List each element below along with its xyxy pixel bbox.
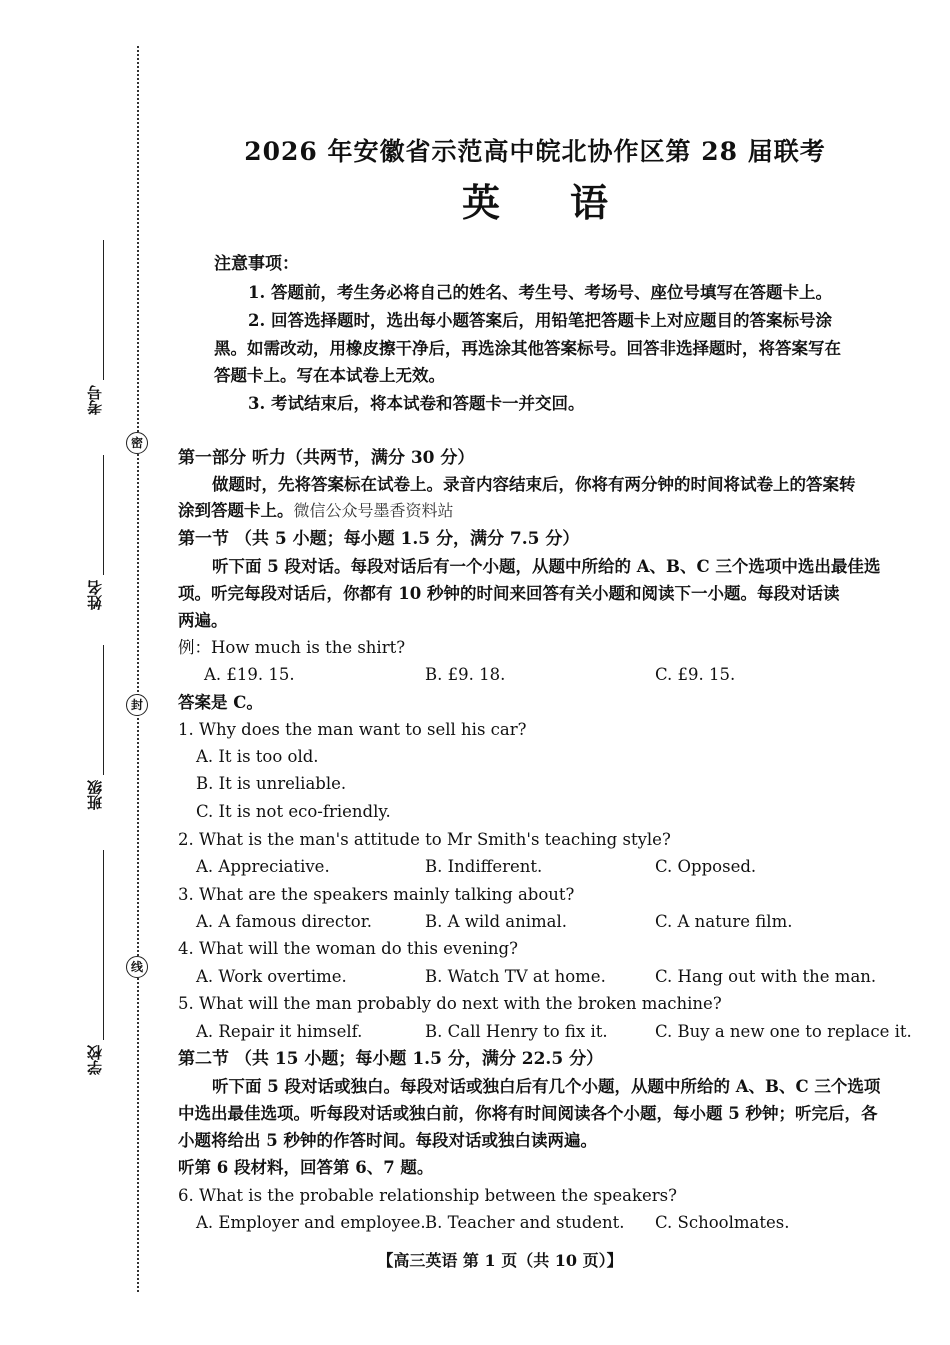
notes-item-3: 3. 考试结束后，将本试卷和答题卡一并交回。 <box>248 394 585 413</box>
question-4-option-b[interactable]: B. Watch TV at home. <box>425 967 606 986</box>
question-4-option-a[interactable]: A. Work overtime. <box>196 967 347 986</box>
seal-mi: 密 <box>126 432 148 454</box>
notes-heading: 注意事项： <box>214 254 299 274</box>
question-5: 5. What will the man probably do next with the broken machine? <box>178 994 722 1013</box>
question-6-option-a[interactable]: A. Employer and employee. <box>196 1213 426 1232</box>
question-6: 6. What is the probable relationship between the speakers? <box>178 1186 677 1205</box>
notes-item-1: 1. 答题前，考生务必将自己的姓名、考生号、考场号、座位号填写在答题卡上。 <box>248 283 832 302</box>
seal-feng: 封 <box>126 694 148 716</box>
question-2-option-a[interactable]: A. Appreciative. <box>196 857 330 876</box>
notes-item-2-line3: 答题卡上。写在本试卷上无效。 <box>214 366 445 385</box>
section1-intro-line1: 听下面 5 段对话。每段对话后有一个小题，从题中所给的 A、B、C 三个选项中选出最佳选 <box>212 557 881 576</box>
question-3-option-c[interactable]: C. A nature film. <box>655 912 793 931</box>
example-option-a: A. £19. 15. <box>204 665 295 684</box>
section2-heading: 第二节 （共 15 小题；每小题 1.5 分，满分 22.5 分） <box>178 1049 604 1069</box>
watermark-text: 微信公众号墨香资料站 <box>293 501 454 520</box>
question-4-option-c[interactable]: C. Hang out with the man. <box>655 967 877 986</box>
exam-number-label: 考号 <box>86 385 104 415</box>
exam-title: 2026 年安徽省示范高中皖北协作区第 28 届联考 <box>244 137 826 166</box>
question-3-option-b[interactable]: B. A wild animal. <box>425 912 568 931</box>
section1-intro-line3: 两遍。 <box>178 611 228 630</box>
question-6-option-b[interactable]: B. Teacher and student. <box>425 1213 625 1232</box>
section2-intro-line3: 小题将给出 5 秒钟的作答时间。每段对话或独白读两遍。 <box>178 1131 597 1150</box>
notes-item-2-line1: 2. 回答选择题时，选出每小题答案后，用铅笔把答题卡上对应题目的答案标号涂 <box>248 311 832 330</box>
page-footer: 【高三英语 第 1 页（共 10 页）】 <box>377 1251 623 1270</box>
part1-intro-text: 涂到答题卡上。 <box>178 501 294 520</box>
seal-xian: 线 <box>126 956 148 978</box>
question-6-option-c[interactable]: C. Schoolmates. <box>655 1213 790 1232</box>
question-3: 3. What are the speakers mainly talking about? <box>178 885 575 904</box>
part1-heading: 第一部分 听力（共两节，满分 30 分） <box>178 448 475 468</box>
section2-intro-line1: 听下面 5 段对话或独白。每段对话或独白后有几个小题，从题中所给的 A、B、C 三个选项 <box>212 1077 881 1096</box>
school-label: 学校 <box>86 1045 104 1075</box>
material-6-instruction: 听第 6 段材料，回答第 6、7 题。 <box>178 1158 434 1177</box>
example-option-b: B. £9. 18. <box>425 665 506 684</box>
question-2-option-c[interactable]: C. Opposed. <box>655 857 757 876</box>
question-3-option-a[interactable]: A. A famous director. <box>196 912 373 931</box>
question-2-option-b[interactable]: B. Indifferent. <box>425 857 543 876</box>
question-5-option-a[interactable]: A. Repair it himself. <box>196 1022 363 1041</box>
section1-heading: 第一节 （共 5 小题；每小题 1.5 分，满分 7.5 分） <box>178 529 580 549</box>
question-5-option-b[interactable]: B. Call Henry to fix it. <box>425 1022 608 1041</box>
example-question: 例：How much is the shirt? <box>178 638 406 657</box>
question-1-option-a[interactable]: A. It is too old. <box>196 747 319 766</box>
question-5-option-c[interactable]: C. Buy a new one to replace it. <box>655 1022 912 1041</box>
question-1-option-b[interactable]: B. It is unreliable. <box>196 774 347 793</box>
example-option-c: C. £9. 15. <box>655 665 736 684</box>
question-2: 2. What is the man's attitude to Mr Smith's teaching style? <box>178 830 671 849</box>
part1-intro-line2 <box>178 500 454 522</box>
question-1: 1. Why does the man want to sell his car? <box>178 720 527 739</box>
part1-intro-line1: 做题时，先将答案标在试卷上。录音内容结束后，你将有两分钟的时间将试卷上的答案转 <box>212 475 856 494</box>
section2-intro-line2: 中选出最佳选项。听每段对话或独白前，你将有时间阅读各个小题，每小题 5 秒钟；听完后，各 <box>178 1104 878 1123</box>
example-answer: 答案是 C。 <box>178 693 263 712</box>
name-label: 姓名 <box>86 580 104 610</box>
question-1-option-c[interactable]: C. It is not eco-friendly. <box>196 802 391 821</box>
notes-item-2-line2: 黑。如需改动，用橡皮擦干净后，再选涂其他答案标号。回答非选择题时，将答案写在 <box>214 339 841 358</box>
class-label: 班级 <box>86 780 104 810</box>
question-4: 4. What will the woman do this evening? <box>178 939 518 958</box>
subject-title: 英语 <box>461 180 678 225</box>
section1-intro-line2: 项。听完每段对话后，你都有 10 秒钟的时间来回答有关小题和阅读下一小题。每段对话读 <box>178 584 840 603</box>
